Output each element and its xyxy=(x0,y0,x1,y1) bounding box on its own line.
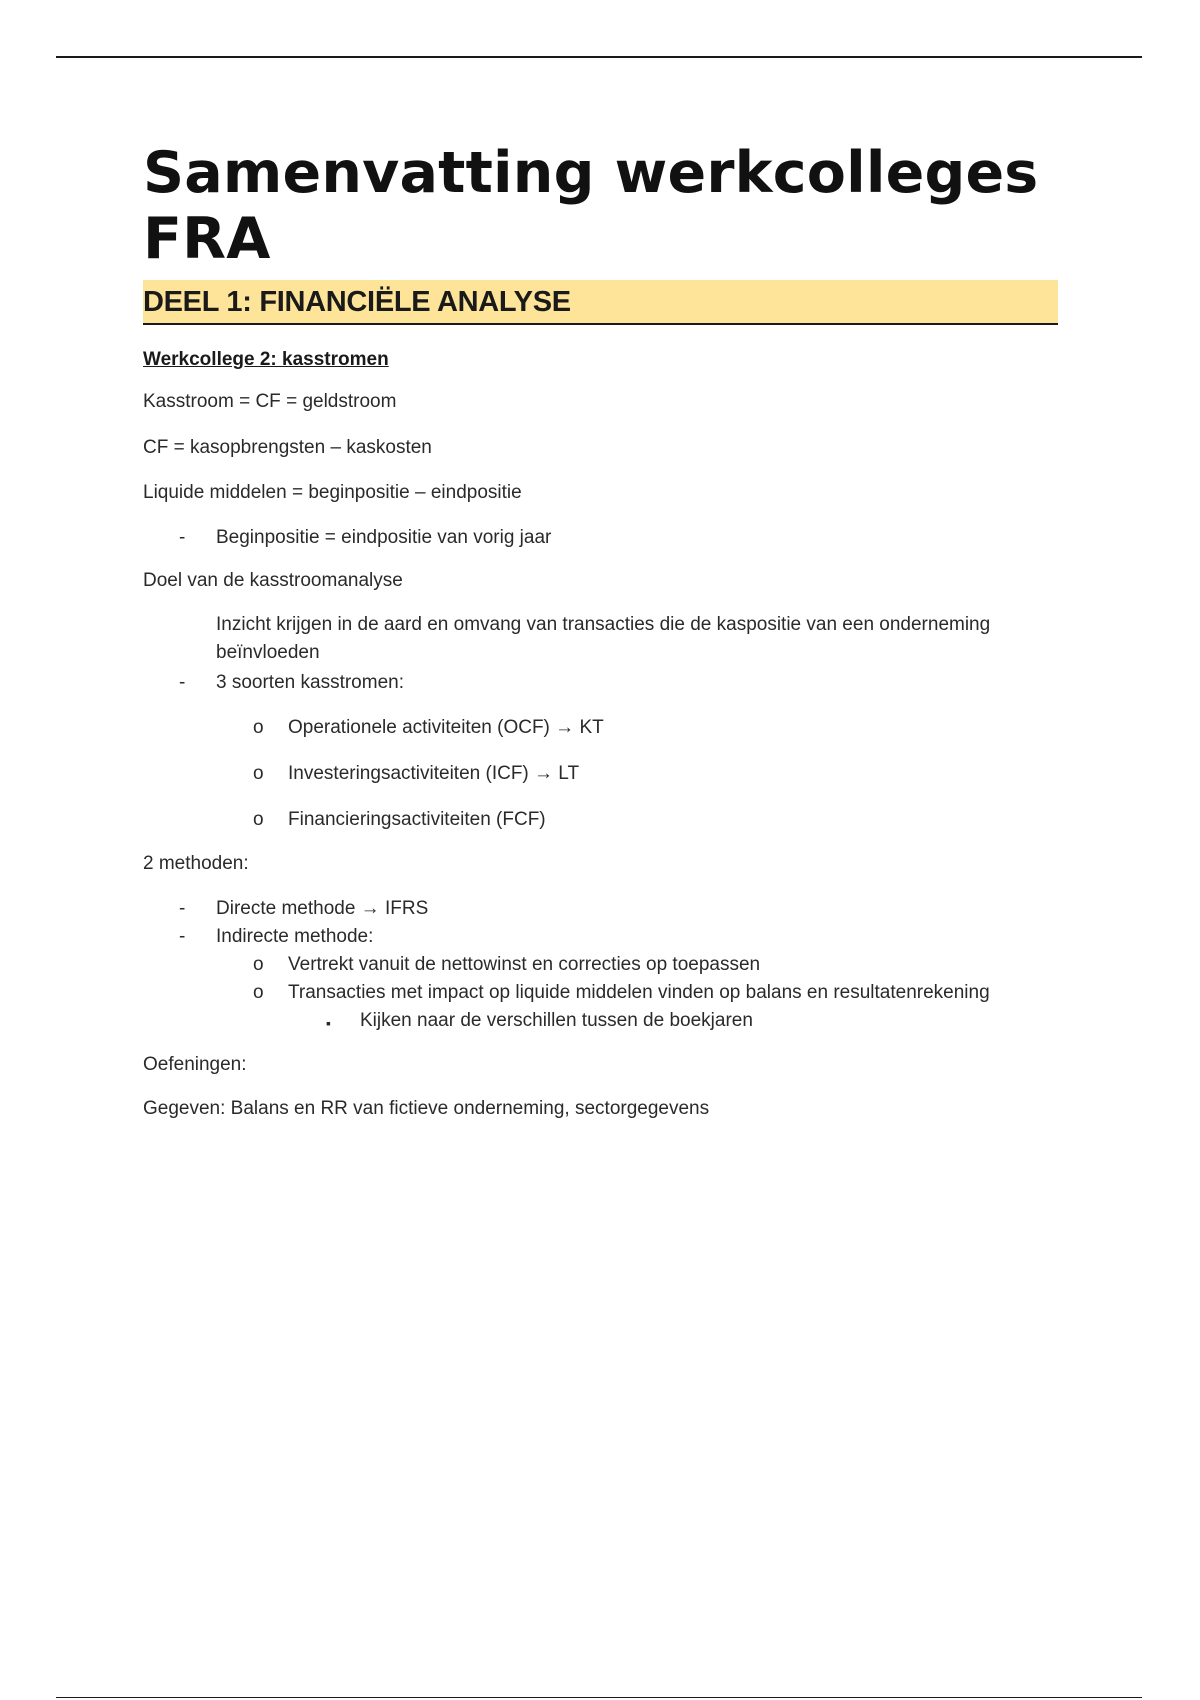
circle-bullet: o xyxy=(253,954,264,975)
list-item-text: Operationele activiteiten (OCF) → KT xyxy=(288,717,604,738)
list-item xyxy=(143,951,1058,979)
list-item-text: Investeringsactiviteiten (ICF) → LT xyxy=(288,763,580,784)
dash-bullet: - xyxy=(179,926,186,947)
circle-bullet: o xyxy=(253,763,264,784)
list-item xyxy=(143,714,1058,742)
list-item xyxy=(143,611,1058,667)
dash-bullet: - xyxy=(179,898,186,919)
circle-bullet: o xyxy=(253,809,264,830)
list-item-text: Kijken naar de verschillen tussen de boekjaren xyxy=(360,1010,753,1031)
paragraph-methoden: 2 methoden: xyxy=(143,853,249,874)
paragraph-cf: CF = kasopbrengsten – kaskosten xyxy=(143,437,432,458)
subheading: Werkcollege 2: kasstromen xyxy=(143,349,389,370)
dash-bullet: - xyxy=(179,527,186,548)
list-item-text: Indirecte methode: xyxy=(216,926,374,947)
list-item xyxy=(143,524,1058,552)
list-item xyxy=(143,669,1058,697)
document-body xyxy=(143,140,1058,1122)
title-line-1: Samenvatting werkcolleges xyxy=(143,140,1039,206)
paragraph-kasstroom: Kasstroom = CF = geldstroom xyxy=(143,391,397,412)
list-item-text: Inzicht krijgen in de aard en omvang van transacties die de kaspositie van een onderneming beïnvloeden xyxy=(216,614,991,663)
paragraph-liquide: Liquide middelen = beginpositie – eindpositie xyxy=(143,482,522,503)
list-item xyxy=(143,923,1058,951)
list-item xyxy=(143,895,1058,923)
list-item-text: Beginpositie = eindpositie van vorig jaar xyxy=(216,527,552,548)
list-item-text: Financieringsactiviteiten (FCF) xyxy=(288,809,546,830)
paragraph-gegeven: Gegeven: Balans en RR van fictieve onderneming, sectorgegevens xyxy=(143,1098,710,1119)
circle-bullet: o xyxy=(253,717,264,738)
list-item-text: Vertrekt vanuit de nettowinst en correcties op toepassen xyxy=(288,954,761,975)
list-item xyxy=(143,979,1058,1007)
list-item-text: Transacties met impact op liquide middelen vinden op balans en resultatenrekening xyxy=(288,982,990,1003)
paragraph-oefeningen: Oefeningen: xyxy=(143,1054,247,1075)
list-item xyxy=(143,806,1058,834)
list-item-text: 3 soorten kasstromen: xyxy=(216,672,404,693)
footer-rule xyxy=(56,1697,1142,1698)
list-item-text: Directe methode → IFRS xyxy=(216,898,429,919)
circle-bullet: o xyxy=(253,982,264,1003)
document-title xyxy=(143,140,1058,272)
header-rule xyxy=(56,56,1142,58)
section-heading: DEEL 1: FINANCIËLE ANALYSE xyxy=(143,280,1058,325)
list-item xyxy=(143,1007,1058,1035)
dash-bullet: - xyxy=(179,672,186,693)
square-bullet: ▪ xyxy=(326,1015,331,1031)
list-item xyxy=(143,760,1058,788)
paragraph-doel: Doel van de kasstroomanalyse xyxy=(143,570,403,591)
title-line-2: FRA xyxy=(143,206,271,272)
